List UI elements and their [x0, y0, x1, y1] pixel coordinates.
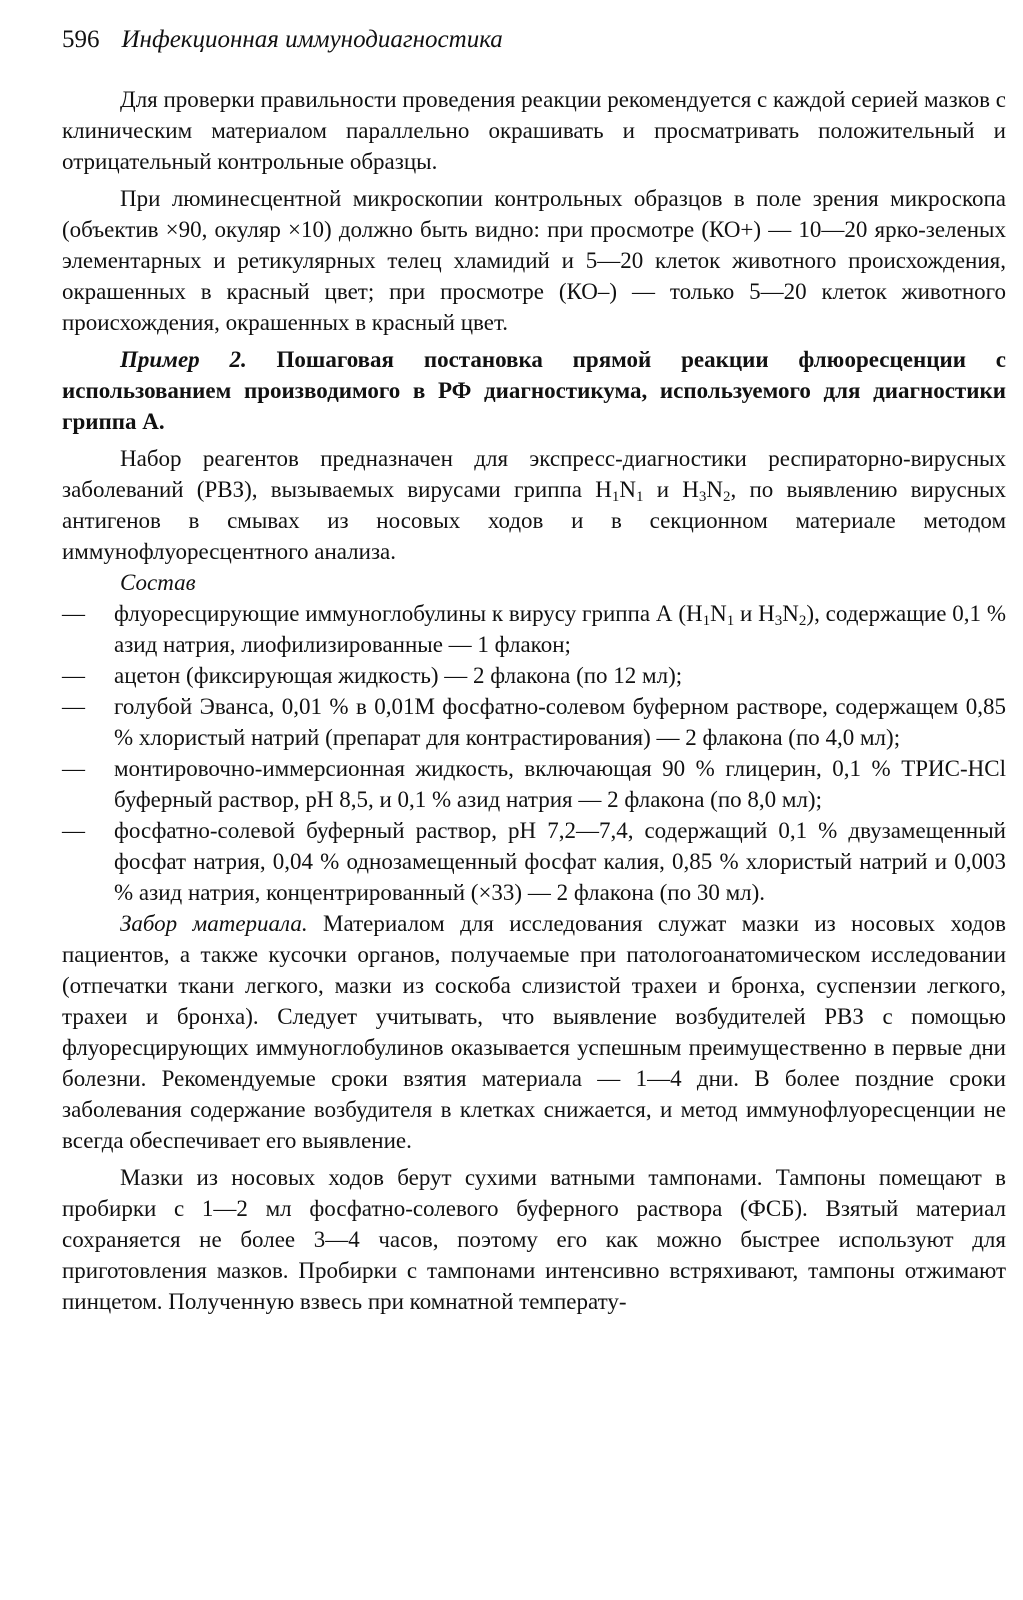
text-run: флуоресцирующие иммуноглобулины к вирусу гриппа А (H — [114, 601, 703, 626]
composition-heading: Состав — [120, 570, 196, 595]
composition-list — [62, 598, 1006, 908]
text-run: N — [710, 601, 727, 626]
paragraph-luminescent-microscopy: При люминесцентной микроскопии контрольных образцов в поле зрения микроскопа (объектив ×90, окуляр ×10) должно быть видно: при просмотре (КО+) — 10—20 ярко-зеленых элементарных и ретикулярных телец хламидий и 5—20 клеток животного происхождения, окрашенных в красный цвет; при просмотре (КО–) — только 5—20 клеток животного происхождения, окрашенных в красный цвет. — [62, 186, 1006, 335]
material-text: Материалом для исследования служат мазки из носовых ходов пациентов, а также кусочки органов, получаемые при патологоанатомическом исследовании (отпечатки ткани легкого, мазки из соскоба слизистой трахеи и бронха, суспензии легкого, трахеи и бронха). Следует учитывать, что выявление возбудителей РВЗ с помощью флуоресцирующих иммуноглобулинов оказывается успешным преимущественно в первые дни болезни. Рекомендуемые сроки взятия материала — 1—4 дни. В более поздние сроки заболевания содержание возбудителя в клетках снижается, и метод иммунофлуоресценции не всегда обеспечивает его выявление. — [62, 911, 1006, 1153]
list-item — [62, 660, 1006, 691]
text-run: монтировочно-иммерсионная жидкость, включающая 90 % глицерин, 0,1 % ТРИС-HCl буферный раствор, pH 8,5, и 0,1 % азид натрия — 2 флакона (по 8,0 мл); — [114, 756, 1006, 812]
paragraph-reagent-kit — [62, 443, 1006, 567]
dash-marker: — — [62, 756, 85, 781]
text-run: и H — [643, 477, 699, 502]
text-run: N — [619, 477, 636, 502]
paragraph-material-collection — [62, 908, 1006, 1156]
text-run: фосфатно-солевой буферный раствор, pH 7,2—7,4, содержащий 0,1 % двузамещенный фосфат натрия, 0,04 % однозамещенный фосфат калия, 0,85 % хлористый натрий и 0,003 % азид натрия, концентрированный (×33) — 2 флакона (по 30 мл). — [114, 818, 1006, 905]
example-label: Пример 2. — [120, 347, 247, 372]
text-run: голубой Эванса, 0,01 % в 0,01М фосфатно-солевом буферном растворе, содержащем 0,85 % хлористый натрий (препарат для контрастирования) — 2 флакона (по 4,0 мл); — [114, 694, 1006, 750]
dash-marker: — — [62, 601, 85, 626]
list-item — [62, 598, 1006, 660]
text-run: , по выявлению вирусных антигенов в смывах из носовых ходов и в секционном материале методом иммунофлуоресцентного анализа. — [62, 477, 1006, 564]
dash-marker: — — [62, 663, 85, 688]
list-item — [62, 753, 1006, 815]
text-run: ацетон (фиксирующая жидкость) — 2 флакона (по 12 мл); — [114, 663, 683, 688]
subscript: 3 — [698, 489, 707, 505]
running-head — [62, 22, 1006, 58]
text-run: Набор реагентов предназначен для экспресс-диагностики респираторно-вирусных заболеваний (РВЗ), вызываемых вирусами гриппа H — [62, 446, 1006, 502]
text-run: N — [782, 601, 799, 626]
list-item — [62, 691, 1006, 753]
dash-marker: — — [62, 694, 85, 719]
text-run: и H — [734, 601, 775, 626]
list-item — [62, 815, 1006, 908]
paragraph-control-samples: Для проверки правильности проведения реакции рекомендуется с каждой серией мазков с клиническим материалом параллельно окрашивать и просматривать положительный и отрицательный контрольные образцы. — [62, 87, 1006, 174]
example-title: Пошаговая постановка прямой реакции флюоресценции с использованием производимого в РФ диагностикума, используемого для диагностики гриппа А. — [62, 347, 1006, 434]
subscript: 3 — [774, 613, 783, 629]
running-head-title: Инфекционная иммунодиагностика — [121, 26, 503, 53]
subscript: 1 — [611, 489, 620, 505]
text-run: ), содержащие 0,1 % азид натрия, лиофилизированные — 1 флакон; — [114, 601, 1006, 657]
book-page — [62, 22, 1006, 1317]
paragraph-nasal-smears: Мазки из носовых ходов берут сухими ватными тампонами. Тампоны помещают в пробирки с 1—2 мл фосфатно-солевого буферного раствора (ФСБ). Взятый материал сохраняется не более 3—4 часов, поэтому его как можно быстрее используют для приготовления мазков. Пробирки с тампонами интенсивно встряхивают, тампоны отжимают пинцетом. Полученную взвесь при комнатной температу- — [62, 1165, 1006, 1314]
material-label: Забор материала. — [120, 911, 308, 936]
page-number: 596 — [62, 26, 100, 53]
dash-marker: — — [62, 818, 85, 843]
example-heading — [62, 344, 1006, 437]
text-run: N — [706, 477, 723, 502]
subscript: 1 — [702, 613, 711, 629]
subscript: 1 — [635, 489, 644, 505]
subscript: 2 — [722, 489, 731, 505]
subscript: 1 — [726, 613, 735, 629]
subscript: 2 — [798, 613, 807, 629]
